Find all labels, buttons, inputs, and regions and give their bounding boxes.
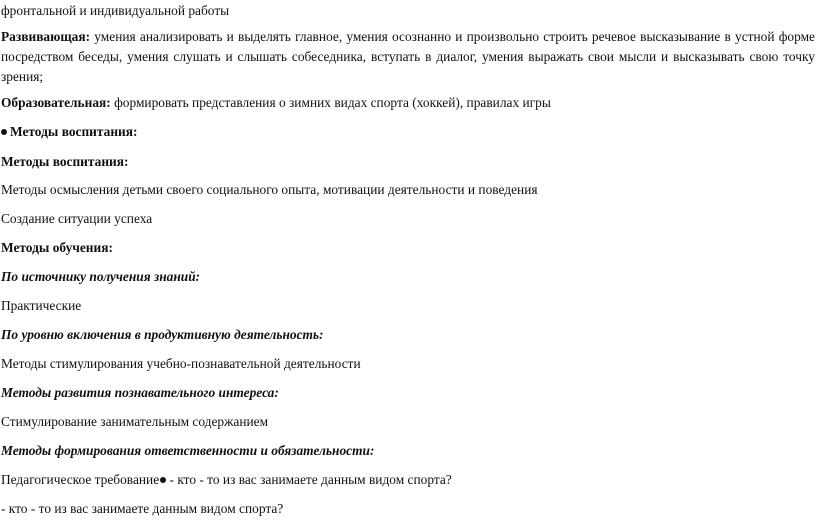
methods-upbringing-heading: Методы воспитания:: [1, 154, 129, 169]
success-situation-text: Создание ситуации успеха: [1, 211, 153, 226]
developing-goal-label: Развивающая:: [1, 29, 91, 44]
by-source-heading: По источнику получения знаний:: [1, 269, 201, 284]
educational-goal-paragraph: [1, 94, 815, 111]
pedagogical-requirement-text: Педагогическое требование: [1, 472, 160, 487]
interest-heading: Методы развития познавательного интереса:: [1, 385, 279, 400]
developing-goal-paragraph: [1, 27, 815, 87]
educational-goal-label: Образовательная:: [1, 95, 111, 110]
bullet-heading-text: Методы воспитания:: [10, 124, 138, 139]
intro-line: фронтальной и индивидуальной работы: [1, 3, 230, 18]
by-level-heading: По уровню включения в продуктивную деятельность:: [1, 327, 324, 342]
methods-upbringing-text: Методы осмысления детьми своего социального опыта, мотивации деятельности и поведения: [1, 182, 538, 197]
bullet-heading: [1, 123, 815, 140]
educational-goal-text: формировать представления о зимних видах спорта (хоккей), правилах игры: [110, 95, 551, 110]
question-line: - кто - то из вас занимаете данным видом спорта?: [1, 501, 284, 516]
developing-goal-text: умения анализировать и выделять главное, умения осознанно и произвольно строить речевое высказывание в устной форме посредством беседы, умения слушать и слышать собеседника, вступать в диалог, умения выражать свои мысли и высказывать свою точку зрения;: [1, 29, 815, 84]
methods-teaching-heading: Методы обучения:: [1, 240, 113, 255]
by-source-text: Практические: [1, 298, 82, 313]
by-level-text: Методы стимулирования учебно-познавательной деятельности: [1, 356, 361, 371]
interest-text: Стимулирование занимательным содержанием: [1, 414, 269, 429]
pedagogical-requirement-line: [1, 471, 815, 488]
question-after-bullet: - кто - то из вас занимаете данным видом спорта?: [166, 472, 452, 487]
bullet-icon: [1, 129, 7, 135]
responsibility-heading: Методы формирования ответственности и обязательности:: [1, 443, 375, 458]
